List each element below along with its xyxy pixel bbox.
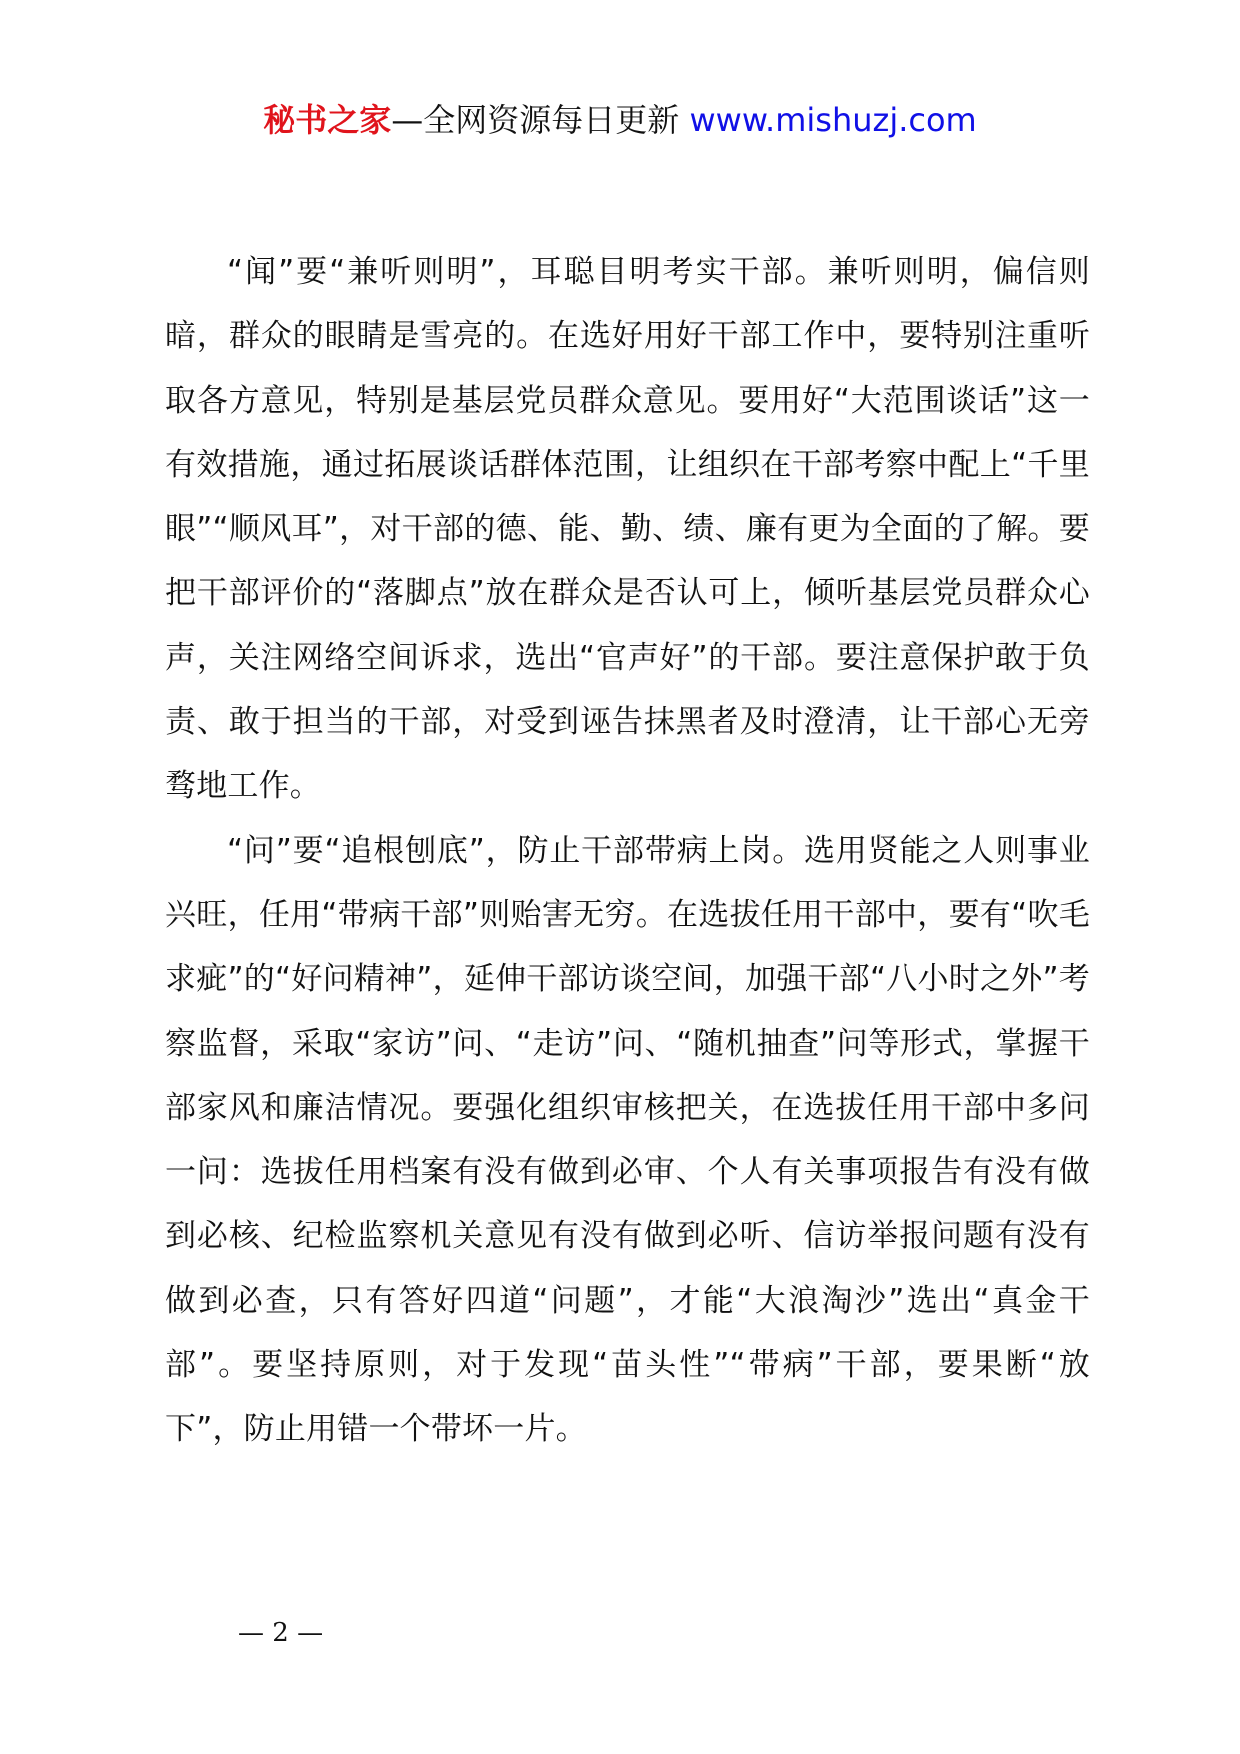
page-number: — 2 — <box>238 1618 324 1648</box>
page-header <box>0 100 1240 140</box>
paragraph-questioning: “问”要“追根刨底”，防止干部带病上岗。选用贤能之人则事业兴旺，任用“带病干部”则贻害无穷。在选拔任用干部中，要有“吹毛求疵”的“好问精神”，延伸干部访谈空间，加强干部“八小时之外”考察监督，采取“家访”问、“走访”问、“随机抽查”问等形式，掌握干部家风和廉洁情况。要强化组织审核把关，在选拔任用干部中多问一问：选拔任用档案有没有做到必审、个人有关事项报告有没有做到必核、纪检监察机关意见有没有做到必听、信访举报问题有没有做到必查，只有答好四道“问题”，才能“大浪淘沙”选出“真金干部”。要坚持原则，对于发现“苗头性”“带病”干部，要果断“放下”，防止用错一个带坏一片。 <box>165 832 1090 1448</box>
document-body <box>165 240 1090 1462</box>
header-tagline: —全网资源每日更新 <box>391 101 680 139</box>
website-link[interactable]: www.mishuzj.com <box>689 101 977 139</box>
paragraph-listening: “闻”要“兼听则明”，耳聪目明考实干部。兼听则明，偏信则暗，群众的眼睛是雪亮的。在选好用好干部工作中，要特别注重听取各方意见，特别是基层党员群众意见。要用好“大范围谈话”这一有效措施，通过拓展谈话群体范围，让组织在干部考察中配上“千里眼”“顺风耳”，对干部的德、能、勤、绩、廉有更为全面的了解。要把干部评价的“落脚点”放在群众是否认可上，倾听基层党员群众心声，关注网络空间诉求，选出“官声好”的干部。要注意保护敢于负责、敢于担当的干部，对受到诬告抹黑者及时澄清，让干部心无旁骛地工作。 <box>165 254 1090 805</box>
brand-name: 秘书之家 <box>263 101 392 139</box>
